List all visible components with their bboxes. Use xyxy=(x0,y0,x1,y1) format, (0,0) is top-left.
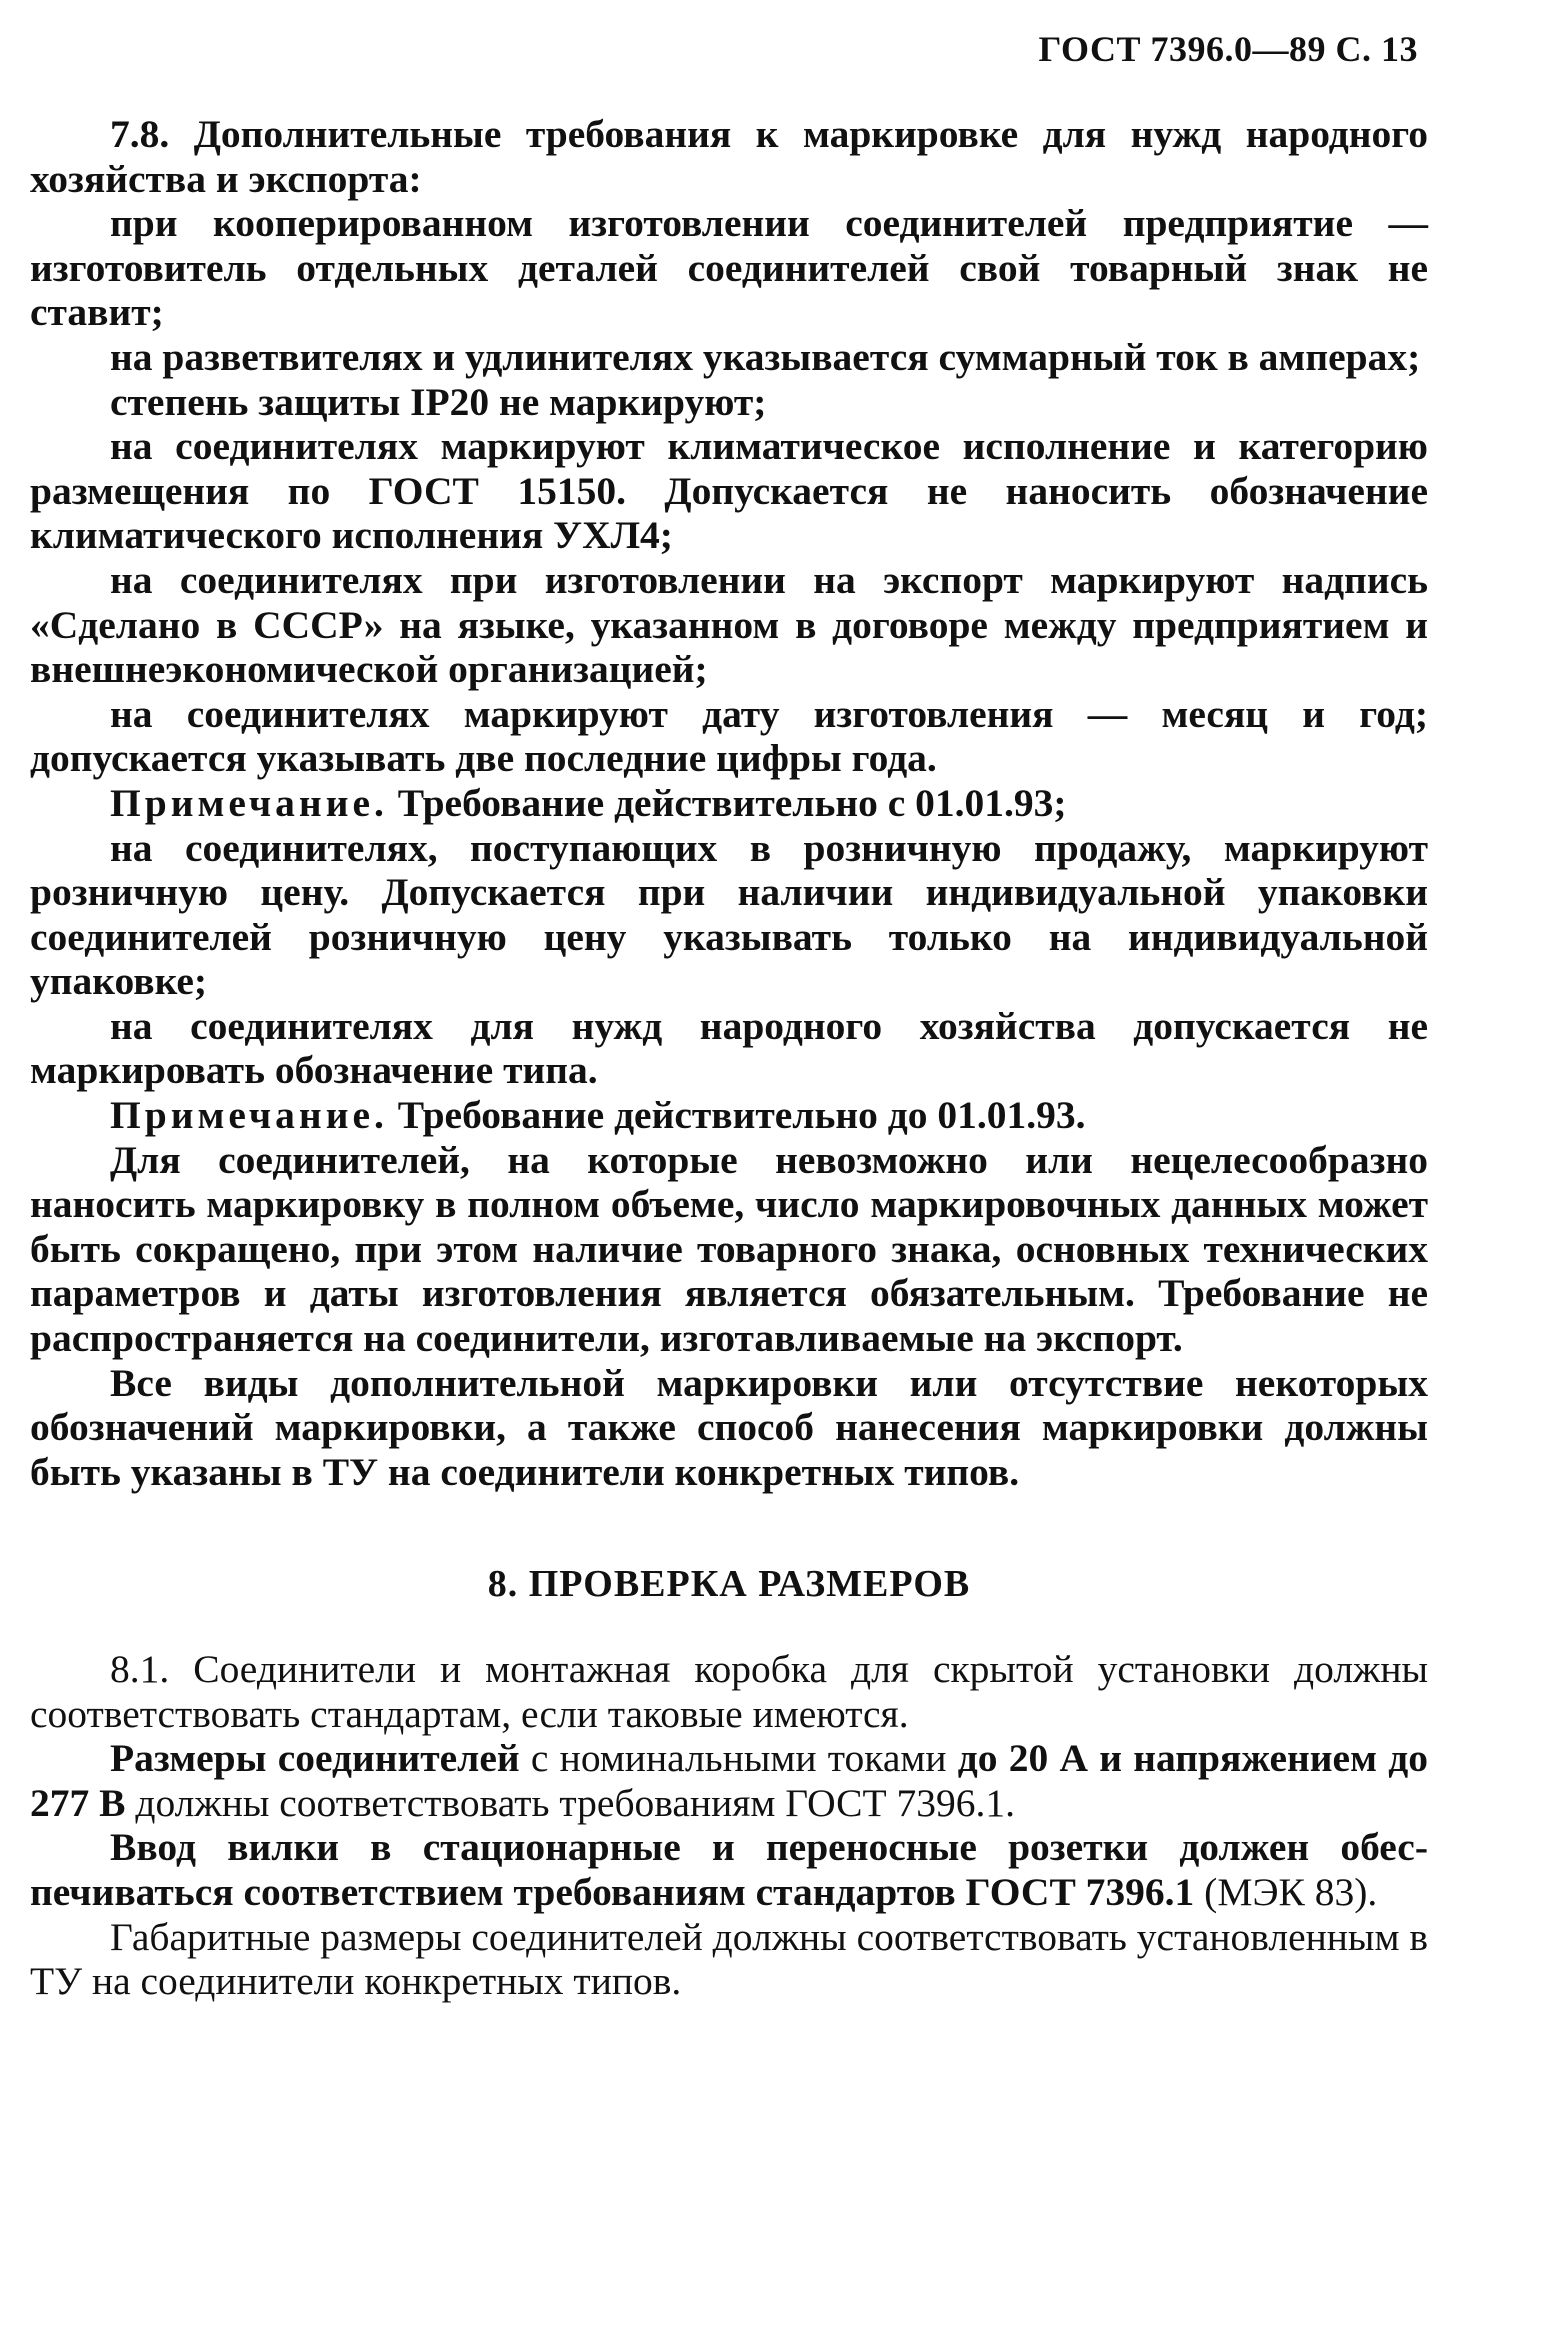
text-bold: до 20 А и напряжением до 277 В xyxy=(30,1736,1428,1825)
clause-8-1: 8.1. Соединители и монтажная коробка для скрытой установки должны соответствовать стандартам, если таковые имеются. xyxy=(30,1647,1428,1736)
clause-7-8-intro: 7.8. Дополнительные требования к маркировке для нужд народного хозяйства и экспорта: xyxy=(30,112,1428,201)
text-regular: должны соответствовать требованиям ГОСТ 7396.1. xyxy=(125,1780,1015,1825)
text-bold: Размеры соединителей xyxy=(110,1736,520,1781)
paragraph-additional-marking: Все виды дополнительной маркировки или отсутствие некоторых обозначений маркировки, а также способ нанесения маркировки должны быть указаны в ТУ на соединители конкретных типов. xyxy=(30,1360,1428,1494)
note-valid-from xyxy=(30,781,1428,826)
paragraph-retail-price: на соединителях, поступающих в розничную продажу, маркируют розничную цену. Допускается при наличии индивидуальной упаковки соединителей розничную цену указывать только на индивидуальной упаковке; xyxy=(30,825,1428,1004)
paragraph-overall-dimensions: Габаритные размеры соединителей должны соответствовать установленным в ТУ на соединители конкретных типов. xyxy=(30,1914,1428,2004)
paragraph-ip20: степень защиты IP20 не маркируют; xyxy=(110,379,767,424)
text-regular: с номинальными токами xyxy=(519,1736,958,1781)
section-8-title: 8. ПРОВЕРКА РАЗМЕРОВ xyxy=(487,1563,971,1606)
text-regular: (МЭК 83). xyxy=(1194,1869,1378,1914)
note-label: Примечание. xyxy=(110,780,388,825)
note-text: Требование действительно до 01.01.93. xyxy=(387,1093,1086,1138)
paragraph-plug-insertion xyxy=(30,1825,1428,1914)
paragraph-splitters-current: на разветвителях и удлинителях указывается суммарный ток в амперах; xyxy=(110,334,1421,379)
paragraph-reduced-marking: Для соединителей, на которые невозможно или нецелесообразно наносить маркировку в полном объеме, число маркировочных данных может быть сокращено, при этом наличие товарного знака, основных технических параметров и даты изготовления является обязательным. Требование не распространяется на соединители, изготавливаемые на экспорт. xyxy=(30,1137,1428,1361)
note-valid-until xyxy=(30,1093,1428,1138)
paragraph-export-inscription: на соединителях при изготовлении на экспорт маркируют надпись «Сделано в СССР» на языке, указанном в договоре между предприятием и внешнеэкономической организацией; xyxy=(30,557,1428,692)
paragraph-connector-dimensions xyxy=(30,1736,1428,1825)
paragraph-climatic-version: на соединителях маркируют климатическое исполнение и категорию размещения по ГОСТ 15150. Допускается не наносить обозначение климатического исполнения УХЛ4; xyxy=(30,424,1428,558)
text-bold: Ввод вилки в стационарные и переносные розетки должен обеспечиваться соответствием требованиям стандартов ГОСТ 7396.1 xyxy=(30,1825,1428,1914)
page-body xyxy=(30,112,1428,2004)
note-text: Требование действительно с 01.01.93; xyxy=(387,780,1067,825)
running-head: ГОСТ 7396.0—89 С. 13 xyxy=(1038,29,1418,69)
paragraph-manufacture-date: на соединителях маркируют дату изготовления — месяц и год; допускается указывать две последние цифры года. xyxy=(30,691,1428,781)
paragraph-type-designation: на соединителях для нужд народного хозяйства допускается не маркировать обозначение типа. xyxy=(30,1003,1428,1093)
paragraph-cooperated-manufacture: при кооперированном изготовлении соединителей предприятие — изготовитель отдельных деталей соединителей свой товарный знак не ставит; xyxy=(30,201,1428,335)
note-label: Примечание. xyxy=(110,1093,388,1138)
